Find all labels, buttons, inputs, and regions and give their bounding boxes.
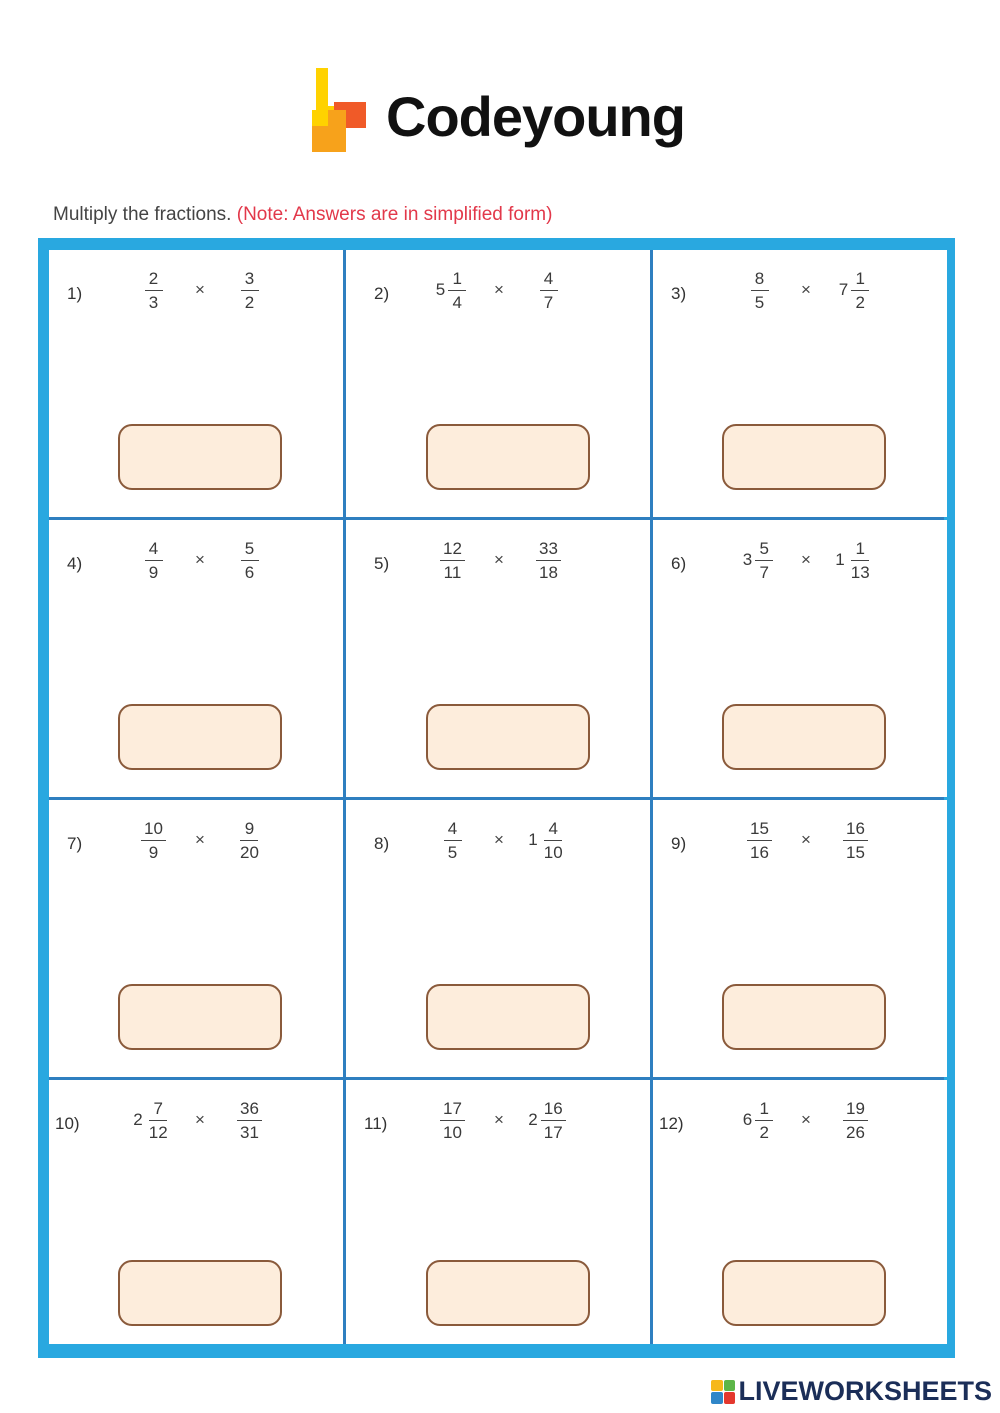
fraction — [851, 270, 869, 311]
first-operand — [127, 270, 177, 311]
problem-expression — [426, 812, 572, 868]
numerator: 2 — [145, 270, 163, 291]
problem-expression — [733, 812, 879, 868]
numerator: 9 — [240, 820, 258, 841]
second-operand — [829, 820, 879, 861]
fraction — [440, 1100, 465, 1141]
second-operand — [223, 1100, 273, 1141]
problem-number: 12) — [659, 1114, 684, 1133]
answer-box[interactable] — [426, 984, 590, 1050]
first-operand — [426, 1100, 476, 1141]
answer-box[interactable] — [426, 1260, 590, 1326]
denominator: 9 — [148, 562, 159, 582]
denominator: 9 — [148, 842, 159, 862]
codeyoung-logo-icon — [306, 66, 376, 156]
first-operand — [426, 540, 476, 581]
problem-expression — [733, 532, 879, 588]
fraction — [237, 820, 262, 861]
liveworksheets-brand — [711, 1376, 992, 1407]
multiply-sign: × — [801, 1110, 811, 1129]
fraction — [237, 1100, 262, 1141]
answer-box[interactable] — [722, 984, 886, 1050]
numerator: 8 — [751, 270, 769, 291]
multiply-sign: × — [494, 280, 504, 299]
whole-number: 2 — [133, 1110, 143, 1129]
numerator: 12 — [440, 540, 465, 561]
problem-cell — [49, 800, 343, 1077]
problem-number: 10) — [55, 1114, 80, 1133]
problem-expression — [733, 262, 879, 318]
multiply-sign: × — [195, 280, 205, 299]
numerator: 1 — [755, 1100, 773, 1121]
whole-number: 5 — [435, 280, 446, 299]
problem-cell — [653, 250, 947, 517]
numerator: 1 — [851, 270, 869, 291]
denominator: 16 — [750, 842, 769, 862]
second-operand — [829, 270, 879, 311]
answer-box[interactable] — [118, 424, 282, 490]
numerator: 5 — [755, 540, 773, 561]
multiply-sign: × — [494, 830, 504, 849]
whole-number: 3 — [742, 550, 753, 569]
fraction — [755, 1100, 773, 1141]
second-operand — [223, 540, 273, 581]
second-operand — [522, 820, 572, 861]
second-operand — [829, 1100, 879, 1141]
numerator: 15 — [747, 820, 772, 841]
first-operand — [733, 1100, 783, 1141]
second-operand — [522, 1100, 572, 1141]
multiply-sign: × — [801, 550, 811, 569]
problem-cell — [653, 800, 947, 1077]
first-operand — [127, 1100, 177, 1141]
multiply-sign: × — [801, 280, 811, 299]
problem-expression — [127, 262, 273, 318]
first-operand — [426, 820, 476, 861]
first-operand — [733, 270, 783, 311]
second-operand — [829, 540, 879, 581]
second-operand — [522, 540, 572, 581]
fraction — [440, 540, 465, 581]
numerator: 4 — [540, 270, 558, 291]
answer-box[interactable] — [426, 424, 590, 490]
numerator: 10 — [141, 820, 166, 841]
fraction — [751, 270, 769, 311]
fraction — [145, 270, 163, 311]
fraction — [843, 820, 868, 861]
problem-expression — [426, 262, 572, 318]
problem-cell — [49, 1080, 343, 1344]
first-operand — [733, 820, 783, 861]
problem-number: 2) — [374, 284, 390, 303]
whole-number: 1 — [528, 830, 538, 849]
answer-box[interactable] — [722, 704, 886, 770]
denominator: 31 — [240, 1122, 259, 1142]
problem-cell — [653, 1080, 947, 1344]
numerator: 7 — [149, 1100, 167, 1121]
multiply-sign: × — [195, 1110, 205, 1129]
denominator: 2 — [244, 292, 255, 312]
whole-number: 1 — [835, 550, 845, 569]
denominator: 13 — [850, 562, 870, 582]
problem-cell — [346, 520, 650, 797]
numerator: 4 — [145, 540, 163, 561]
answer-box[interactable] — [118, 984, 282, 1050]
fraction — [145, 540, 163, 581]
multiply-sign: × — [801, 830, 811, 849]
first-operand — [426, 270, 476, 311]
denominator: 7 — [759, 562, 769, 582]
whole-number: 6 — [742, 1110, 753, 1129]
problem-cell — [346, 250, 650, 517]
denominator: 5 — [754, 292, 765, 312]
denominator: 7 — [543, 292, 554, 312]
denominator: 10 — [543, 842, 563, 862]
problem-expression — [733, 1092, 879, 1148]
fraction — [141, 820, 166, 861]
problem-number: 3) — [671, 284, 687, 303]
problem-expression — [127, 532, 273, 588]
fraction — [536, 540, 561, 581]
denominator: 5 — [447, 842, 458, 862]
denominator: 2 — [759, 1122, 769, 1142]
numerator: 3 — [241, 270, 259, 291]
denominator: 17 — [543, 1122, 563, 1142]
problem-expression — [426, 1092, 572, 1148]
problem-number: 8) — [374, 834, 390, 853]
fraction — [848, 540, 873, 581]
numerator: 1 — [851, 540, 869, 561]
second-operand — [223, 270, 273, 311]
numerator: 17 — [440, 1100, 465, 1121]
whole-number: 2 — [528, 1110, 538, 1129]
numerator: 4 — [444, 820, 462, 841]
first-operand — [127, 820, 177, 861]
second-operand — [522, 270, 572, 311]
denominator: 3 — [148, 292, 159, 312]
problem-expression — [426, 532, 572, 588]
first-operand — [733, 540, 783, 581]
denominator: 12 — [148, 1122, 168, 1142]
fraction — [755, 540, 773, 581]
numerator: 36 — [237, 1100, 262, 1121]
instructions — [53, 204, 552, 226]
numerator: 16 — [843, 820, 868, 841]
liveworksheets-logo-icon — [711, 1380, 735, 1404]
problem-number: 1) — [67, 284, 83, 303]
problem-cell — [49, 520, 343, 797]
denominator: 2 — [855, 292, 865, 312]
multiply-sign: × — [494, 1110, 504, 1129]
multiply-sign: × — [195, 550, 205, 569]
problem-number: 9) — [671, 834, 687, 853]
answer-box[interactable] — [118, 704, 282, 770]
denominator: 6 — [244, 562, 255, 582]
fraction — [448, 270, 466, 311]
fraction — [747, 820, 772, 861]
instruction-note: (Note: Answers are in simplified form) — [236, 204, 553, 225]
problem-number: 5) — [374, 554, 390, 573]
problem-expression — [127, 1092, 273, 1148]
problem-number: 4) — [67, 554, 83, 573]
denominator: 18 — [539, 562, 558, 582]
numerator: 4 — [544, 820, 562, 841]
denominator: 20 — [240, 842, 259, 862]
first-operand — [127, 540, 177, 581]
numerator: 1 — [448, 270, 466, 291]
denominator: 4 — [452, 292, 462, 312]
denominator: 10 — [443, 1122, 462, 1142]
fraction — [843, 1100, 868, 1141]
problem-grid — [49, 250, 944, 1344]
logo-text: Codeyoung — [386, 85, 685, 148]
numerator: 5 — [241, 540, 259, 561]
problem-cell — [49, 250, 343, 517]
multiply-sign: × — [195, 830, 205, 849]
fraction — [444, 820, 462, 861]
answer-box[interactable] — [722, 424, 886, 490]
fraction — [540, 270, 558, 311]
problem-cell — [346, 1080, 650, 1344]
denominator: 26 — [846, 1122, 865, 1142]
fraction — [541, 820, 566, 861]
answer-box[interactable] — [426, 704, 590, 770]
denominator: 11 — [443, 562, 462, 582]
problem-number: 7) — [67, 834, 83, 853]
fraction — [241, 540, 259, 581]
problem-cell — [653, 520, 947, 797]
fraction — [541, 1100, 566, 1141]
fraction — [241, 270, 259, 311]
whole-number: 7 — [838, 280, 849, 299]
instruction-text: Multiply the fractions. — [53, 204, 232, 225]
answer-box[interactable] — [118, 1260, 282, 1326]
numerator: 16 — [541, 1100, 566, 1121]
problem-expression — [127, 812, 273, 868]
codeyoung-logo — [306, 66, 706, 162]
brand-text: LIVEWORKSHEETS — [738, 1376, 992, 1406]
problem-cell — [346, 800, 650, 1077]
problem-number: 11) — [364, 1114, 388, 1133]
numerator: 19 — [843, 1100, 868, 1121]
fraction — [146, 1100, 171, 1141]
problem-number: 6) — [671, 554, 687, 573]
multiply-sign: × — [494, 550, 504, 569]
denominator: 15 — [846, 842, 865, 862]
answer-box[interactable] — [722, 1260, 886, 1326]
second-operand — [223, 820, 273, 861]
numerator: 33 — [536, 540, 561, 561]
